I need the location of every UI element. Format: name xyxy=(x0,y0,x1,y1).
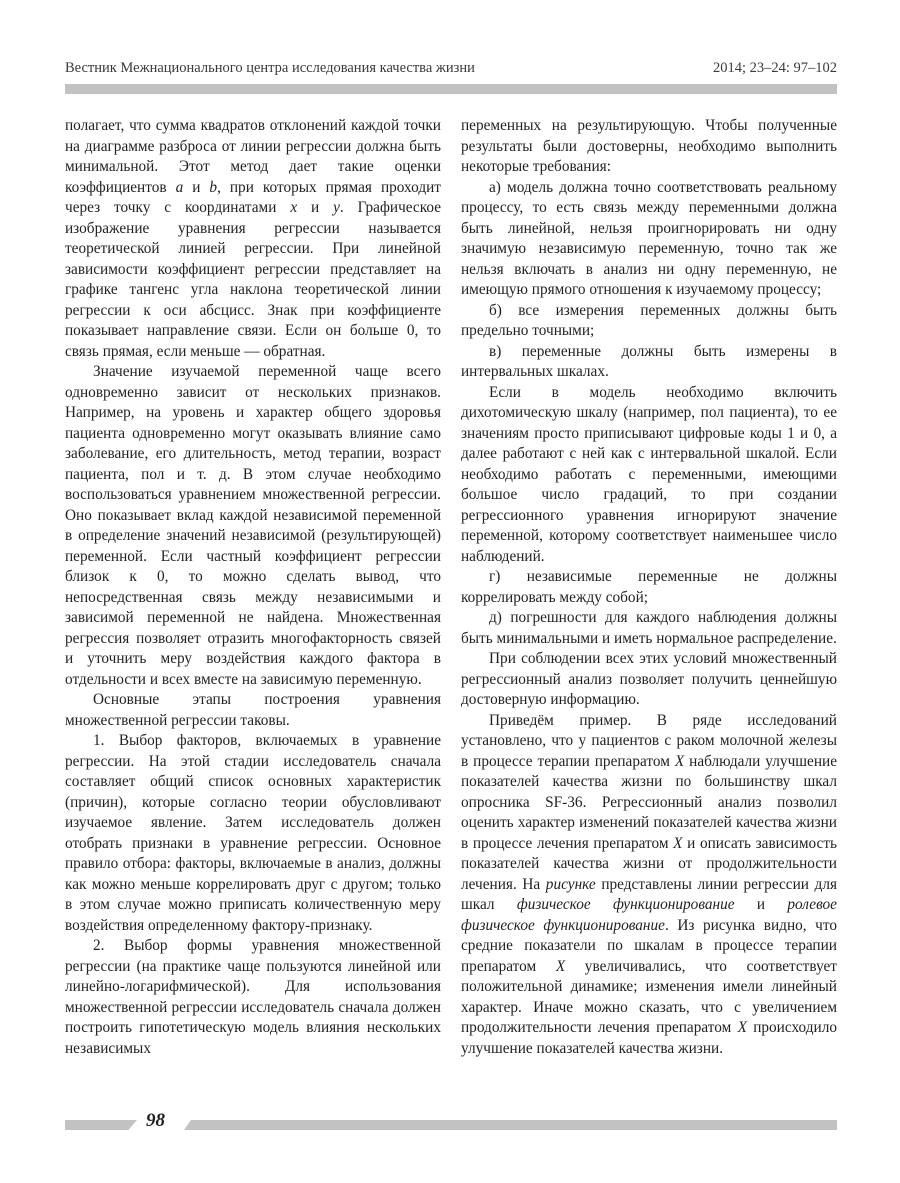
paragraph xyxy=(461,711,837,1060)
list-item-b: б) все измерения переменных должны быть предельно точными; xyxy=(461,301,837,339)
text-run: полагает, что сумма квадратов отклонений каждой точки на диаграмме разброса от линии регрессии должна быть минимальной. Этот метод дает такие оценки коэффициентов xyxy=(65,117,441,196)
figure-reference: рисунке xyxy=(545,875,596,893)
paragraph xyxy=(65,116,441,362)
running-header xyxy=(65,56,837,78)
text-run: происходило улучшение показателей качества жизни. xyxy=(461,1019,837,1057)
text-run: и описать зависимость показателей качества жизни от продолжительности лечения. На xyxy=(461,834,837,893)
drug-x: X xyxy=(555,957,566,975)
drug-x: X xyxy=(674,752,685,770)
text-run: , при которых прямая проходит через точку с координатами xyxy=(65,178,441,216)
variable-b: b xyxy=(209,178,218,196)
right-column xyxy=(461,116,837,1059)
issue-info: 2014; 23–24: 97–102 xyxy=(712,60,837,76)
text-run: и xyxy=(183,178,210,196)
text-run: и xyxy=(297,199,334,216)
drug-x: X xyxy=(737,1019,747,1036)
text-run: и xyxy=(734,896,788,913)
text-run: . Из рисунка видно, что средние показатели по шкалам в процессе терапии препаратом xyxy=(461,916,837,975)
drug-x: X xyxy=(673,834,683,852)
text-run: представлены линии регрессии для шкал xyxy=(461,875,837,913)
paragraph: При соблюдении всех этих условий множественный регрессионный анализ позволяет получить ценнейшую достоверную информацию. xyxy=(461,650,837,708)
list-item-d: д) погрешности для каждого наблюдения должны быть минимальными и иметь нормальное распределение. xyxy=(461,609,837,647)
paragraph: 1. Выбор факторов, включаемых в уравнение регрессии. На этой стадии исследователь сначала составляет общий список основных характеристик (причин), которые согласно теории обусловливают изучаемое явление. Затем исследователь должен отобрать признаки в уравнение регрессии. Основное правило отбора: факторы, включаемые в анализ, должны как можно меньше коррелировать друг с другом; только в этом случае можно приписать количественную меру воздействия определенному фактору-признаку. xyxy=(65,732,441,934)
scale-name: физическое функционирование xyxy=(516,896,735,913)
variable-y: y xyxy=(333,199,340,216)
paragraph: Основные этапы построения уравнения множественной регрессии таковы. xyxy=(65,691,441,729)
scale-name: ролевое физическое функционирование xyxy=(461,896,837,934)
header-rule xyxy=(65,84,837,94)
list-item-g: г) независимые переменные не должны коррелировать между собой; xyxy=(461,568,837,606)
text-run: . Графическое изображение уравнения регрессии называется теоретической линией регрессии. При линейной зависимости коэффициент регрессии представляет на графике тангенс угла наклона теоретической линии регрессии к оси абсцисс. Знак при коэффициенте показывает направление связи. Если он больше 0, то связь прямая, если меньше — обратная. xyxy=(65,199,441,360)
paragraph: переменных на результирующую. Чтобы полученные результаты были достоверны, необходимо выполнить некоторые требования: xyxy=(461,117,837,175)
paragraph: Значение изучаемой переменной чаще всего одновременно зависит от нескольких признаков. Например, на уровень и характер общего здоровья пациента одновременно могут оказывать влияние само заболевание, его длительность, метод терапии, возраст пациента, пол и т. д. В этом случае необходимо воспользоваться уравнением множественной регрессии. Оно показывает вклад каждой независимой переменной в определение значений независимой (результирующей) переменной. Если частный коэффициент регрессии близок к 0, то можно сделать вывод, что непосредственная связь между независимыми и зависимой переменной не найдена. Множественная регрессия позволяет отразить многофакторность связей и уточнить меру воздействия каждого фактора в отдельности и всех вместе на зависимую переменную. xyxy=(65,363,441,688)
text-run: Приведём пример. В ряде исследований установлено, что у пациентов с раком молочной железы в процессе терапии препаратом xyxy=(461,711,837,770)
footer-rule-right xyxy=(184,1120,837,1130)
text-run: увеличивались, что соответствует положительной динамике; изменения имели линейный характер. Иначе можно сказать, что с увеличением продолжительности лечения препаратом xyxy=(461,957,837,1036)
page-number: 98 xyxy=(146,1110,165,1131)
text-run: наблюдали улучшение показателей качества жизни по большинству шкал опросника SF-36. Регрессионный анализ позволил оценить характер изменений показателей качества жизни в процессе лечения препаратом xyxy=(461,752,837,852)
list-item-v: в) переменные должны быть измерены в интервальных шкалах. xyxy=(461,342,837,380)
journal-title: Вестник Межнационального центра исследования качества жизни xyxy=(65,60,475,76)
left-column xyxy=(65,116,441,1059)
list-item-a: а) модель должна точно соответствовать реальному процессу, то есть связь между переменными должна быть линейной, нельзя проигнорировать ни одну значимую независимую переменную, точно так же нельзя включать в анализ ни одну переменную, не имеющую прямого отношения к изучаемому процессу; xyxy=(461,178,837,298)
footer-rule-left xyxy=(65,1120,137,1130)
paragraph: 2. Выбор формы уравнения множественной регрессии (на практике чаще пользуются линейной или линейно-логарифмической). Для использования множественной регрессии исследователь сначала должен построить гипотетическую модель влияния нескольких независимых xyxy=(65,937,441,1057)
variable-a: a xyxy=(175,178,184,196)
variable-x: x xyxy=(290,199,298,216)
paragraph: Если в модель необходимо включить дихотомическую шкалу (например, пол пациента), то ее значениям просто приписывают цифровые коды 1 и 0, а далее работают с ней как с интервальной шкалой. Если необходимо работать с переменными, имеющими большое число градаций, то при создании регрессионного уравнения игнорируют значение переменной, которому соответствует наименьшее число наблюдений. xyxy=(461,383,837,565)
